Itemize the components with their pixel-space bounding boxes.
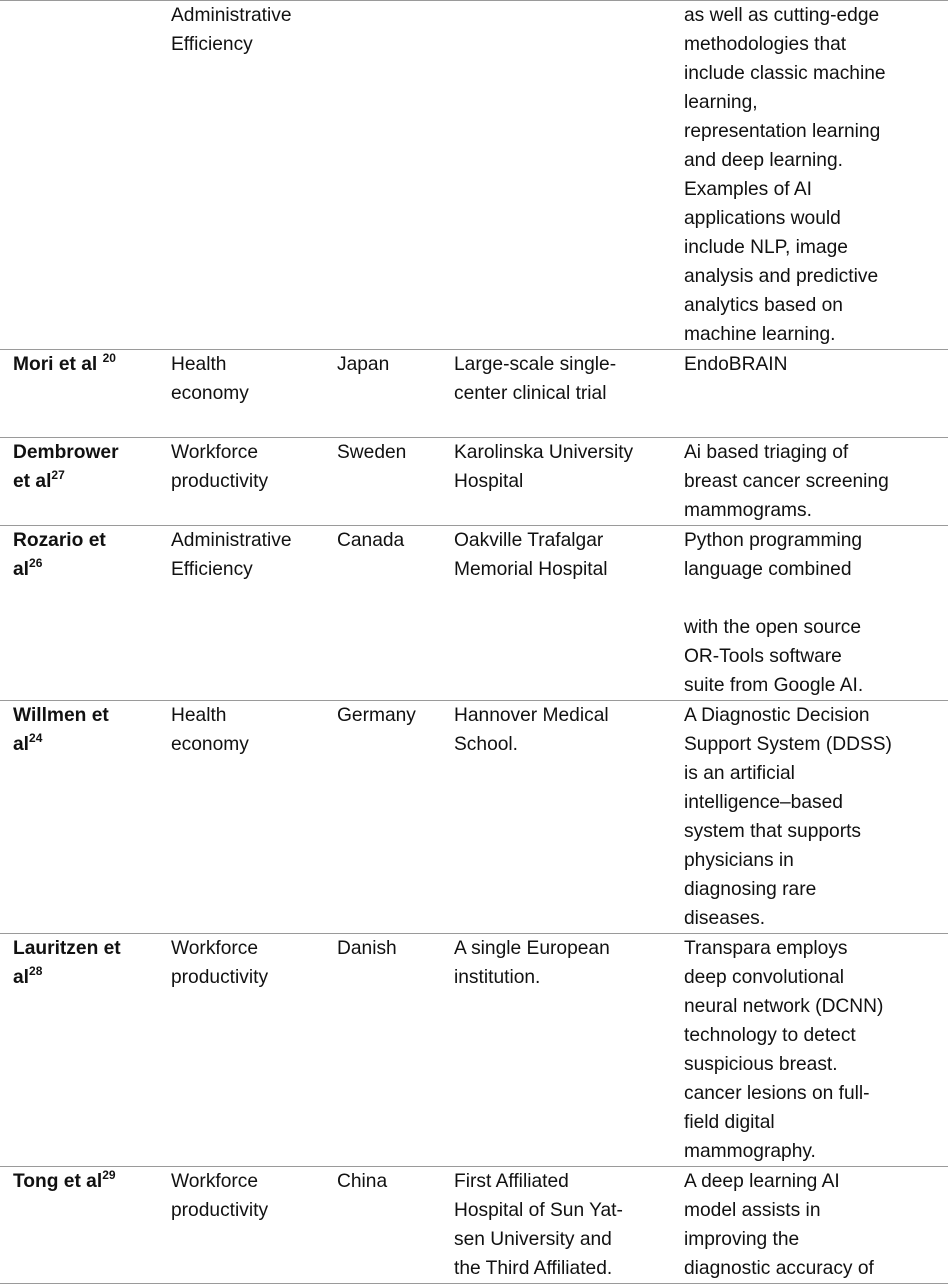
reference-number: 20 — [102, 351, 116, 365]
technology-cell: as well as cutting-edge methodologies that include classic machine learning, representation learning and deep learning. Examples of AI applications would include NLP, image analysis and predictive analytics based on machine learning. — [671, 1, 948, 350]
category-cell: Health economy — [158, 701, 324, 934]
setting-cell: Hannover Medical School. — [441, 701, 671, 934]
author-cell — [0, 1167, 158, 1284]
reference-number: 29 — [102, 1168, 116, 1182]
country-cell: Sweden — [324, 438, 441, 526]
author-cell — [0, 438, 158, 526]
technology-cell: A deep learning AI model assists in improving the diagnostic accuracy of — [671, 1167, 948, 1284]
technology-cell: EndoBRAIN — [671, 350, 948, 438]
category-cell: Workforce productivity — [158, 934, 324, 1167]
country-cell — [324, 1, 441, 350]
setting-cell — [441, 1, 671, 350]
author-cell — [0, 350, 158, 438]
category-cell: Health economy — [158, 350, 324, 438]
author-text: Lauritzen et al — [13, 938, 121, 988]
table-row — [0, 438, 948, 526]
category-cell: Administrative Efficiency — [158, 1, 324, 350]
table-row — [0, 350, 948, 438]
category-cell: Workforce productivity — [158, 438, 324, 526]
reference-number: 28 — [29, 964, 43, 978]
technology-cell: Ai based triaging of breast cancer screening mammograms. — [671, 438, 948, 526]
category-cell: Administrative Efficiency — [158, 526, 324, 701]
author-cell — [0, 1, 158, 350]
reference-number: 26 — [29, 556, 43, 570]
table-row — [0, 934, 948, 1167]
author-cell — [0, 526, 158, 701]
reference-number: 24 — [29, 731, 43, 745]
technology-cell: Python programming language combined with the open source OR-Tools software suite from Google AI. — [671, 526, 948, 701]
setting-cell: Oakville Trafalgar Memorial Hospital — [441, 526, 671, 701]
author-text: Dembrower et al — [13, 442, 119, 492]
country-cell: Canada — [324, 526, 441, 701]
table-row — [0, 1167, 948, 1284]
reference-number: 27 — [51, 468, 65, 482]
setting-cell: A single European institution. — [441, 934, 671, 1167]
setting-cell: First Affiliated Hospital of Sun Yat- sen University and the Third Affiliated. — [441, 1167, 671, 1284]
setting-cell: Large-scale single- center clinical trial — [441, 350, 671, 438]
country-cell: Danish — [324, 934, 441, 1167]
technology-cell: Transpara employs deep convolutional neural network (DCNN) technology to detect suspicious breast. cancer lesions on full- field digital mammography. — [671, 934, 948, 1167]
table-row — [0, 1, 948, 350]
table-row — [0, 701, 948, 934]
author-text: Willmen et al — [13, 705, 109, 755]
country-cell: Germany — [324, 701, 441, 934]
author-text: Rozario et al — [13, 530, 106, 580]
author-cell — [0, 934, 158, 1167]
setting-cell: Karolinska University Hospital — [441, 438, 671, 526]
author-text: Tong et al — [13, 1171, 103, 1192]
category-cell: Workforce productivity — [158, 1167, 324, 1284]
country-cell: Japan — [324, 350, 441, 438]
country-cell: China — [324, 1167, 441, 1284]
table-row — [0, 526, 948, 701]
author-cell — [0, 701, 158, 934]
technology-cell: A Diagnostic Decision Support System (DDSS) is an artificial intelligence–based system that supports physicians in diagnosing rare diseases. — [671, 701, 948, 934]
author-text: Mori et al — [13, 354, 103, 375]
